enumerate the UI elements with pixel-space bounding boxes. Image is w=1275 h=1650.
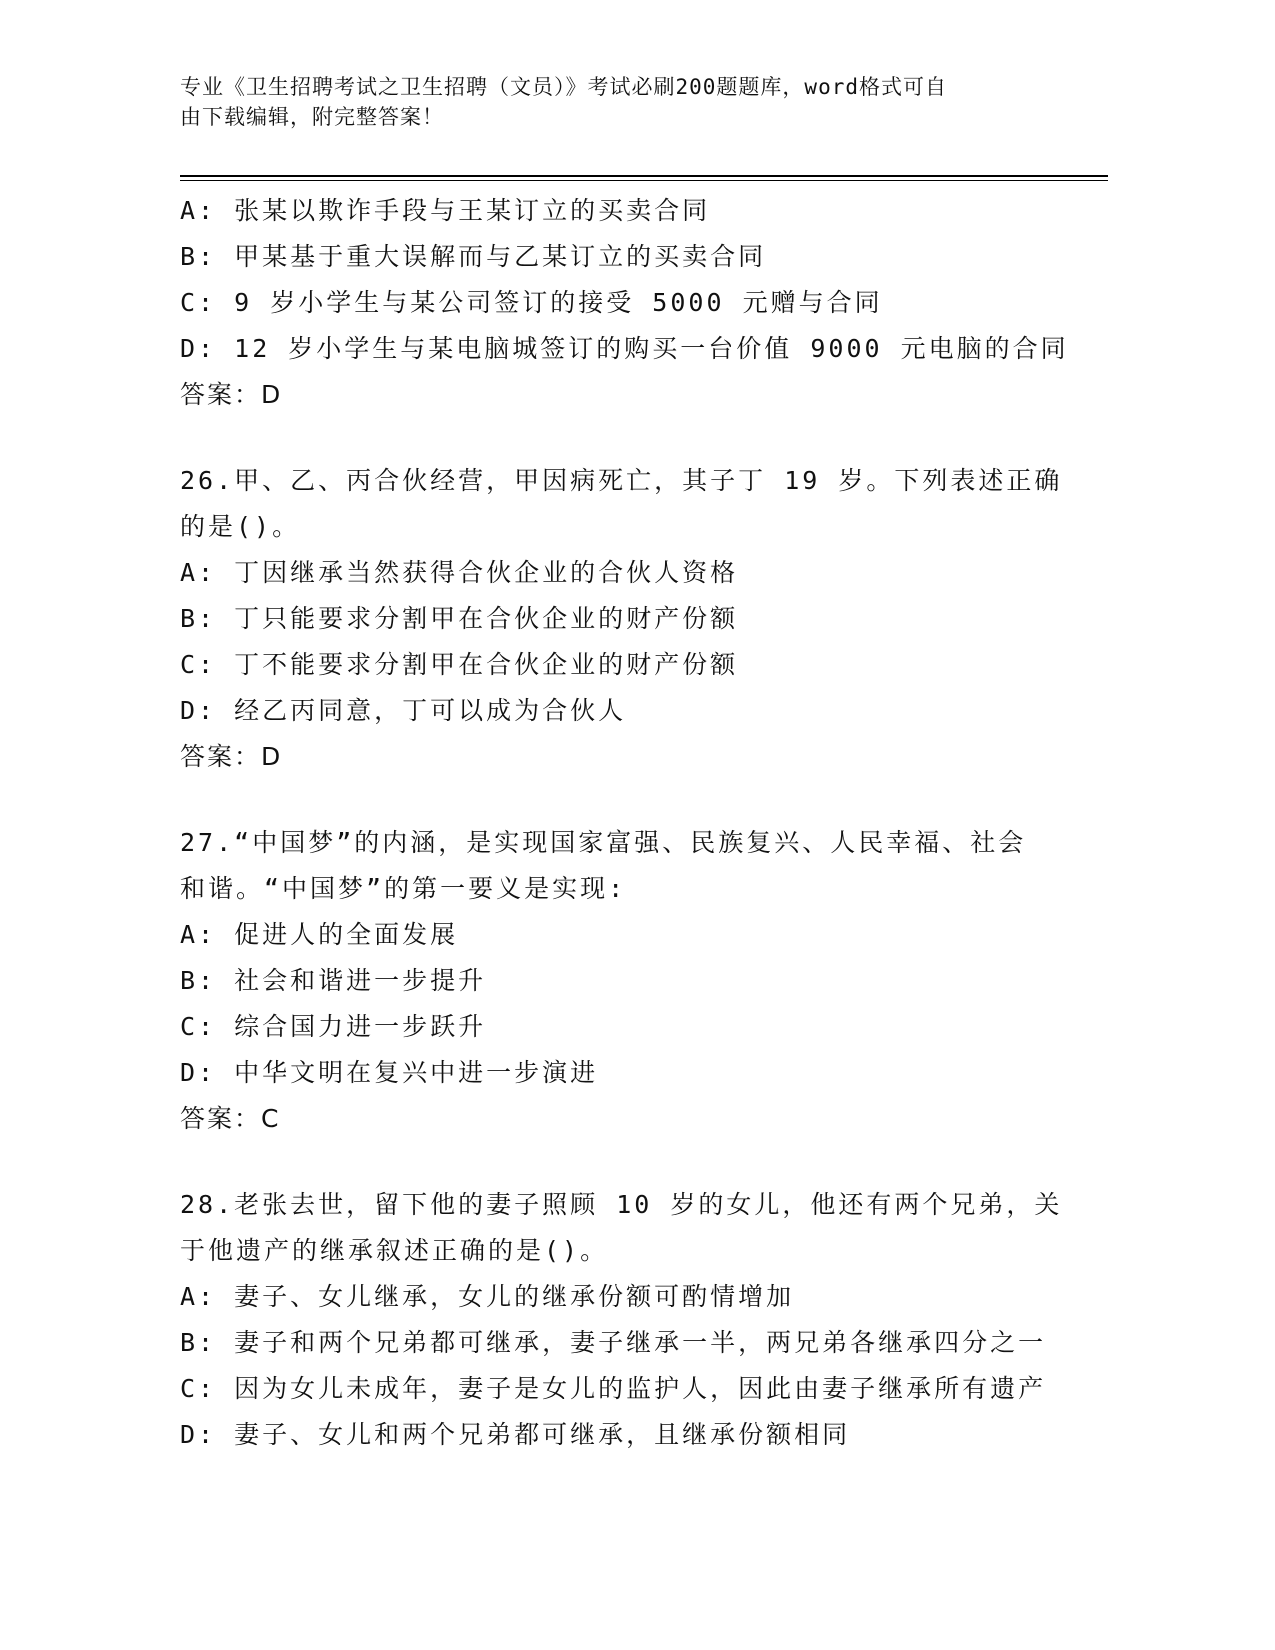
option-d: D: 妻子、女儿和两个兄弟都可继承，且继承份额相同 [180,1420,851,1449]
header-line-1: 专业《卫生招聘考试之卫生招聘（文员）》考试必刷200题题库，word格式可自 [180,75,947,99]
answer-line: 答案：D [180,742,283,771]
option-c: C: 综合国力进一步跃升 [180,1012,487,1041]
option-a: A: 张某以欺诈手段与王某订立的买卖合同 [180,196,711,225]
option-c: C: 因为女儿未成年，妻子是女儿的监护人，因此由妻子继承所有遗产 [180,1374,1047,1403]
spacer [180,780,1080,820]
question-stem-line-2: 于他遗产的继承叙述正确的是()。 [180,1236,609,1265]
answer-line: 答案：D [180,380,283,409]
option-c: C: 9 岁小学生与某公司签订的接受 5000 元赠与合同 [180,288,883,317]
question-block-26 [180,458,1080,780]
question-block-28 [180,1182,1080,1458]
header-divider-thick [180,175,1108,177]
option-c: C: 丁不能要求分割甲在合伙企业的财产份额 [180,650,739,679]
option-a: A: 妻子、女儿继承，女儿的继承份额可酌情增加 [180,1282,795,1311]
option-b: B: 丁只能要求分割甲在合伙企业的财产份额 [180,604,739,633]
question-stem-line-1: 26.甲、乙、丙合伙经营，甲因病死亡，其子丁 19 岁。下列表述正确 [180,466,1063,495]
option-d: D: 中华文明在复兴中进一步演进 [180,1058,599,1087]
option-b: B: 妻子和两个兄弟都可继承，妻子继承一半，两兄弟各继承四分之一 [180,1328,1047,1357]
question-list [180,188,1080,1458]
question-stem-line-2: 的是()。 [180,512,301,541]
page-header [180,72,1080,132]
option-a: A: 丁因继承当然获得合伙企业的合伙人资格 [180,558,739,587]
option-a: A: 促进人的全面发展 [180,920,459,949]
header-divider-thin [180,180,1108,181]
spacer [180,1142,1080,1182]
spacer [180,418,1080,458]
option-b: B: 社会和谐进一步提升 [180,966,487,995]
header-line-2: 由下载编辑，附完整答案！ [180,105,444,129]
option-b: B: 甲某基于重大误解而与乙某订立的买卖合同 [180,242,767,271]
question-stem-line-2: 和谐。“中国梦”的第一要义是实现: [180,874,627,903]
question-stem-line-1: 27.“中国梦”的内涵，是实现国家富强、民族复兴、人民幸福、社会 [180,828,1027,857]
question-block-25 [180,188,1080,418]
answer-line: 答案：C [180,1104,281,1133]
option-d: D: 12 岁小学生与某电脑城签订的购买一台价值 9000 元电脑的合同 [180,334,1069,363]
question-stem-line-1: 28.老张去世，留下他的妻子照顾 10 岁的女儿，他还有两个兄弟，关 [180,1190,1063,1219]
option-d: D: 经乙丙同意，丁可以成为合伙人 [180,696,627,725]
question-block-27 [180,820,1080,1142]
